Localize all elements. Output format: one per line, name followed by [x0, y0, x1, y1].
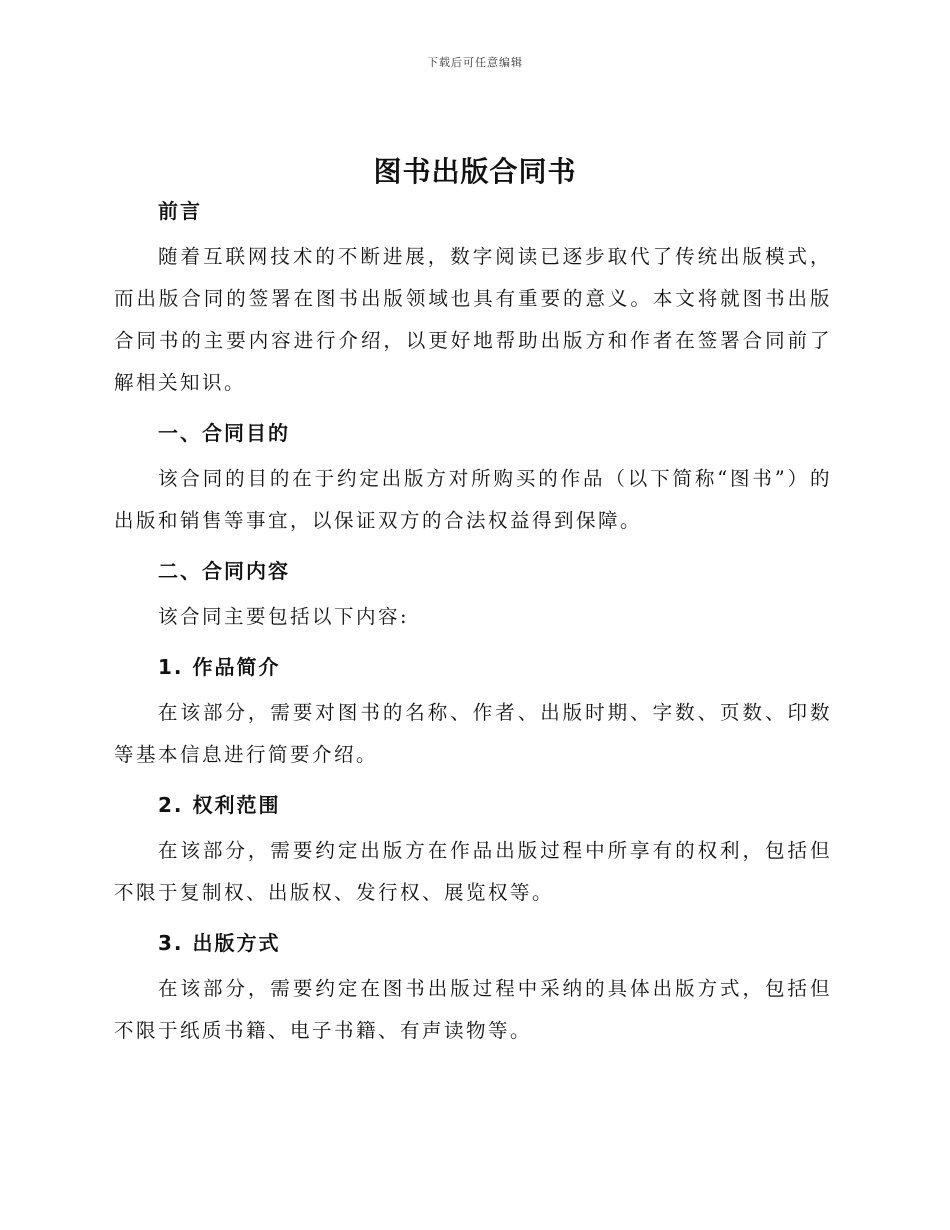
- content-heading: 二、合同内容: [158, 559, 290, 583]
- item-paragraph-1: 在该部分，需要对图书的名称、作者、出版时期、字数、页数、印数等基本信息进行简要介绍。: [114, 701, 832, 766]
- item-paragraph-3: 在该部分，需要约定在图书出版过程中采纳的具体出版方式，包括但不限于纸质书籍、电子书籍、有声读物等。: [114, 977, 832, 1042]
- purpose-heading: 一、合同目的: [158, 421, 290, 445]
- preface-heading: 前言: [158, 199, 202, 223]
- purpose-paragraph: 该合同的目的在于约定出版方对所购买的作品（以下简称“图书”）的出版和销售等事宜，以保证双方的合法权益得到保障。: [114, 467, 832, 532]
- item-heading-1: 1. 作品简介: [158, 655, 281, 679]
- content-intro: 该合同主要包括以下内容:: [158, 605, 410, 628]
- document-title: 图书出版合同书: [373, 155, 577, 188]
- item-heading-2: 2. 权利范围: [158, 793, 281, 817]
- document-body: [114, 196, 832, 1052]
- header-note: 下载后可任意编辑: [427, 56, 523, 69]
- item-paragraph-2: 在该部分，需要约定出版方在作品出版过程中所享有的权利，包括但不限于复制权、出版权、发行权、展览权等。: [114, 839, 832, 904]
- preface-paragraph: 随着互联网技术的不断进展，数字阅读已逐步取代了传统出版模式，而出版合同的签署在图书出版领域也具有重要的意义。本文将就图书出版合同书的主要内容进行介绍，以更好地帮助出版方和作者在签署合同前了解相关知识。: [114, 245, 832, 394]
- item-heading-3: 3. 出版方式: [158, 931, 281, 955]
